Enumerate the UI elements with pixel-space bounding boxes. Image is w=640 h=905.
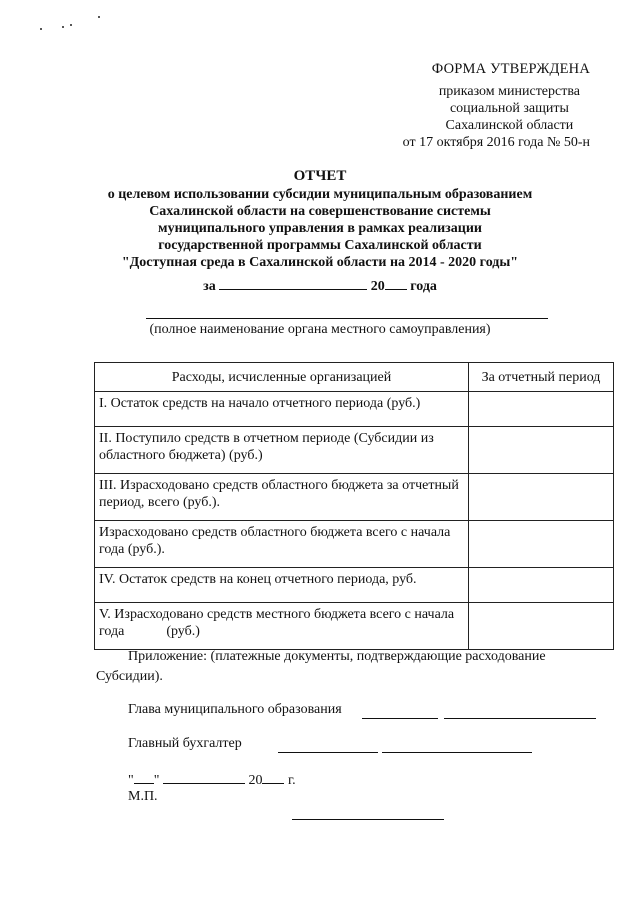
appendix-line: Субсидии). — [96, 669, 163, 684]
period-blank[interactable] — [219, 275, 367, 290]
org-caption: (полное наименование органа местного самоуправления) — [149, 322, 491, 337]
day-blank[interactable] — [134, 769, 154, 784]
date-quote-open: " — [128, 773, 134, 788]
period-year: 20 — [370, 279, 385, 294]
date-year-blank[interactable] — [262, 769, 284, 784]
row-value[interactable] — [469, 392, 614, 427]
form-approved-label: ФОРМА УТВЕРЖДЕНА — [431, 61, 590, 77]
table-row — [95, 603, 614, 650]
header-expenses: Расходы, исчисленные организацией — [95, 363, 469, 392]
table-row — [95, 568, 614, 603]
expenses-table — [94, 362, 614, 650]
row-label: II. Поступило средств в отчетном периоде (Субсидии из областного бюджета) (руб.) — [95, 427, 469, 474]
row-value[interactable] — [469, 521, 614, 568]
date-year-suffix: г. — [287, 773, 296, 788]
table-row — [95, 427, 614, 474]
report-title-block — [60, 168, 580, 271]
head-signature-label: Глава муниципального образования — [128, 702, 342, 717]
row-label: V. Израсходовано средств местного бюджета всего с начала года (руб.) — [95, 603, 469, 650]
scan-speck — [70, 24, 72, 26]
date-year-prefix: 20 — [248, 773, 263, 788]
row-value[interactable] — [469, 603, 614, 650]
period-prefix: за — [203, 279, 216, 294]
row-value[interactable] — [469, 474, 614, 521]
table-row — [95, 392, 614, 427]
order-line: приказом министерства — [438, 84, 580, 99]
order-line: Сахалинской области — [445, 118, 574, 133]
table-row — [95, 521, 614, 568]
row-label: IV. Остаток средств на конец отчетного периода, руб. — [95, 568, 469, 603]
row-label: III. Израсходовано средств областного бюджета за отчетный период, всего (руб.). — [95, 474, 469, 521]
report-period — [0, 275, 640, 295]
title-line: государственной программы Сахалинской области — [158, 238, 482, 253]
stamp-label: М.П. — [128, 789, 158, 804]
report-title: ОТЧЕТ — [293, 168, 347, 184]
title-line: "Доступная среда в Сахалинской области на 2014 - 2020 годы" — [121, 255, 519, 270]
accountant-signature-label: Главный бухгалтер — [128, 736, 242, 751]
date-row — [128, 769, 296, 789]
org-name-field[interactable] — [146, 318, 548, 319]
row-value[interactable] — [469, 568, 614, 603]
order-lines — [439, 83, 580, 134]
order-line: социальной защиты — [449, 101, 569, 116]
title-line: муниципального управления в рамках реализации — [158, 221, 482, 236]
head-name-field[interactable] — [444, 717, 596, 719]
accountant-name-field[interactable] — [382, 751, 532, 753]
month-blank[interactable] — [163, 769, 245, 784]
accountant-signature-field[interactable] — [278, 751, 378, 753]
table-header-row — [95, 363, 614, 392]
table-row — [95, 474, 614, 521]
appendix-note — [96, 647, 602, 687]
period-suffix: года — [410, 279, 437, 294]
stamp-line[interactable] — [292, 818, 444, 820]
scan-speck — [98, 16, 100, 18]
scan-speck — [40, 28, 42, 30]
row-label: I. Остаток средств на начало отчетного периода (руб.) — [95, 392, 469, 427]
appendix-line: Приложение: (платежные документы, подтверждающие расходование — [128, 649, 546, 664]
head-signature-field[interactable] — [362, 717, 438, 719]
row-value[interactable] — [469, 427, 614, 474]
order-date: от 17 октября 2016 года № 50-н — [402, 135, 590, 150]
header-period: За отчетный период — [469, 363, 614, 392]
row-label: Израсходовано средств областного бюджета всего с начала года (руб.). — [95, 521, 469, 568]
approval-block — [330, 60, 590, 160]
date-quote-close: " — [153, 773, 160, 788]
title-line: Сахалинской области на совершенствование системы — [149, 204, 491, 219]
scan-speck — [62, 26, 64, 28]
year-blank[interactable] — [385, 275, 407, 290]
title-line: о целевом использовании субсидии муниципальным образованием — [107, 187, 533, 202]
